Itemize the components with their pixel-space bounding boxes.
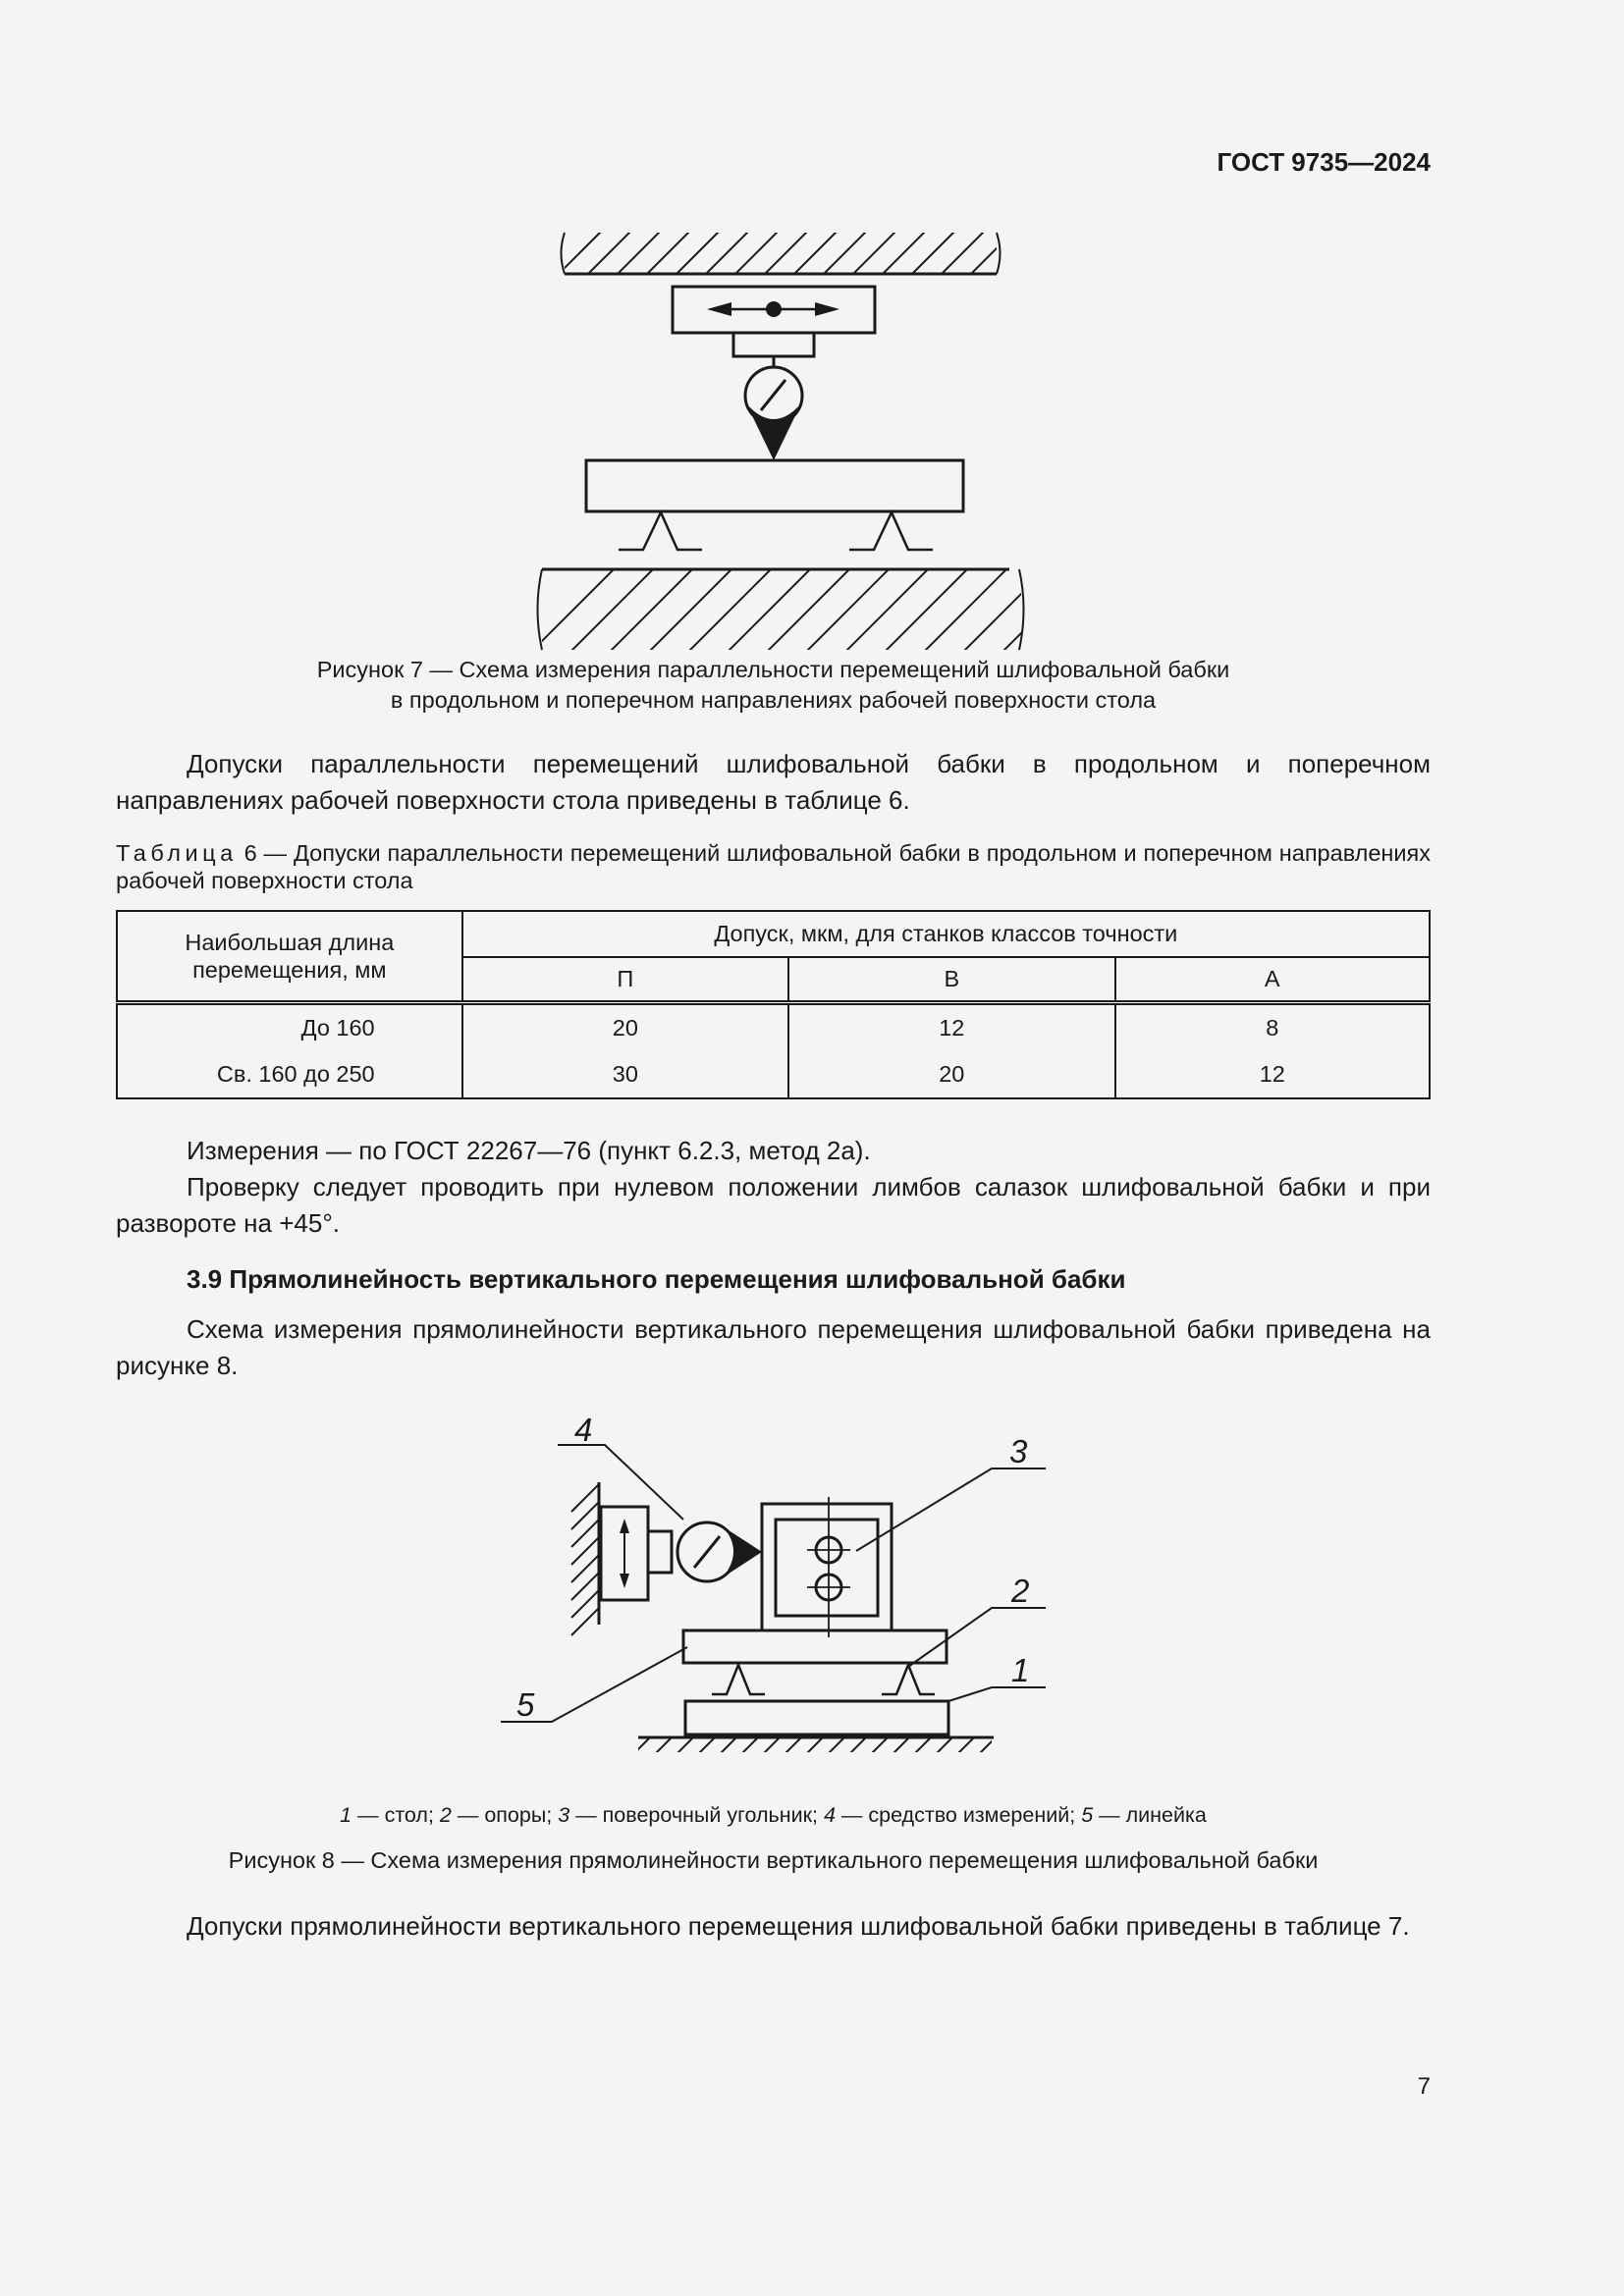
legend-text: — опоры; bbox=[451, 1803, 559, 1827]
figure-8-caption: Рисунок 8 — Схема измерения прямолинейности вертикального перемещения шлифовальной бабки bbox=[228, 1847, 1319, 1873]
paragraph-check-conditions: Проверку следует проводить при нулевом положении лимбов салазок шлифовальной бабки и при развороте на +45°. bbox=[116, 1172, 1431, 1238]
table-6-caption bbox=[116, 839, 1431, 894]
paragraph-figure8-reference: Схема измерения прямолинейности вертикального перемещения шлифовальной бабки приведена на рисунке 8. bbox=[116, 1314, 1431, 1380]
callout-label: 3 bbox=[1009, 1433, 1028, 1469]
ruler bbox=[586, 460, 963, 511]
legend-text: — поверочный угольник; bbox=[569, 1803, 824, 1827]
callout-label: 4 bbox=[574, 1412, 593, 1448]
table-row bbox=[117, 1051, 1430, 1098]
legend-text: — средство измерений; bbox=[835, 1803, 1082, 1827]
table-cell-length: Св. 160 до 250 bbox=[117, 1051, 462, 1098]
table-cell-value: 20 bbox=[462, 1002, 788, 1051]
legend-text: — стол; bbox=[352, 1803, 440, 1827]
table-6-header-tolerance: Допуск, мкм, для станков классов точности bbox=[462, 911, 1430, 957]
table-cell-value: 30 bbox=[462, 1051, 788, 1098]
indicator-holder bbox=[733, 333, 814, 356]
figure-8-diagram bbox=[491, 1404, 1080, 1752]
paragraph-table6-reference: Допуски параллельности перемещений шлифовальной бабки в продольном и поперечном направлениях рабочей поверхности стола приведены в таблице 6. bbox=[116, 749, 1431, 815]
section-3-9-heading bbox=[116, 1261, 1431, 1298]
callout-label: 2 bbox=[1011, 1573, 1030, 1609]
table-cell-value: 12 bbox=[788, 1002, 1114, 1051]
legend-number: 2 bbox=[439, 1803, 452, 1827]
table-row bbox=[117, 1002, 1430, 1051]
figure-7-caption-line-2: в продольном и поперечном направлениях рабочей поверхности стола bbox=[390, 687, 1157, 713]
figure-8-legend bbox=[116, 1803, 1431, 1828]
top-hatched-base bbox=[555, 229, 1016, 278]
figure-7-caption-line-1: Рисунок 7 — Схема измерения параллельности перемещений шлифовальной бабки bbox=[316, 657, 1230, 682]
table-6-class-p: П bbox=[462, 957, 788, 1002]
section-number: 3.9 bbox=[187, 1264, 223, 1294]
callout-label: 5 bbox=[516, 1686, 535, 1723]
table-6-class-a: А bbox=[1115, 957, 1430, 1002]
legend-number: 4 bbox=[823, 1803, 836, 1827]
legend-number: 3 bbox=[558, 1803, 570, 1827]
table-cell-value: 20 bbox=[788, 1051, 1114, 1098]
legend-number: 5 bbox=[1081, 1803, 1094, 1827]
ruler bbox=[683, 1630, 947, 1663]
table-6-header-length: Наибольшая длина перемещения, мм bbox=[117, 911, 462, 1002]
table-6-label: Таблица bbox=[116, 840, 238, 866]
table-cell-length: До 160 bbox=[117, 1002, 462, 1051]
table-6-class-v: В bbox=[788, 957, 1114, 1002]
page-number: 7 bbox=[1417, 2073, 1431, 2100]
legend-number: 1 bbox=[340, 1803, 352, 1827]
table-6 bbox=[116, 910, 1431, 1099]
paragraph-table7-reference: Допуски прямолинейности вертикального перемещения шлифовальной бабки приведены в таблице 7. bbox=[187, 1911, 1410, 1941]
bottom-hatched-base bbox=[530, 569, 1041, 653]
document-header: ГОСТ 9735—2024 bbox=[1217, 147, 1431, 177]
figure-7-diagram bbox=[530, 221, 1041, 658]
test-square bbox=[762, 1504, 892, 1630]
table-cell-value: 8 bbox=[1115, 1002, 1430, 1051]
paragraph-measurements: Измерения — по ГОСТ 22267—76 (пункт 6.2.3, метод 2а). bbox=[187, 1136, 871, 1165]
machine-table bbox=[685, 1701, 948, 1735]
legend-text: — линейка bbox=[1093, 1803, 1207, 1827]
section-title: Прямолинейность вертикального перемещения шлифовальной бабки bbox=[229, 1264, 1126, 1294]
table-cell-value: 12 bbox=[1115, 1051, 1430, 1098]
table-6-title: 6 — Допуски параллельности перемещений шлифовальной бабки в продольном и поперечном направлениях рабочей поверхности стола bbox=[116, 840, 1432, 893]
callout-label: 1 bbox=[1011, 1652, 1030, 1688]
